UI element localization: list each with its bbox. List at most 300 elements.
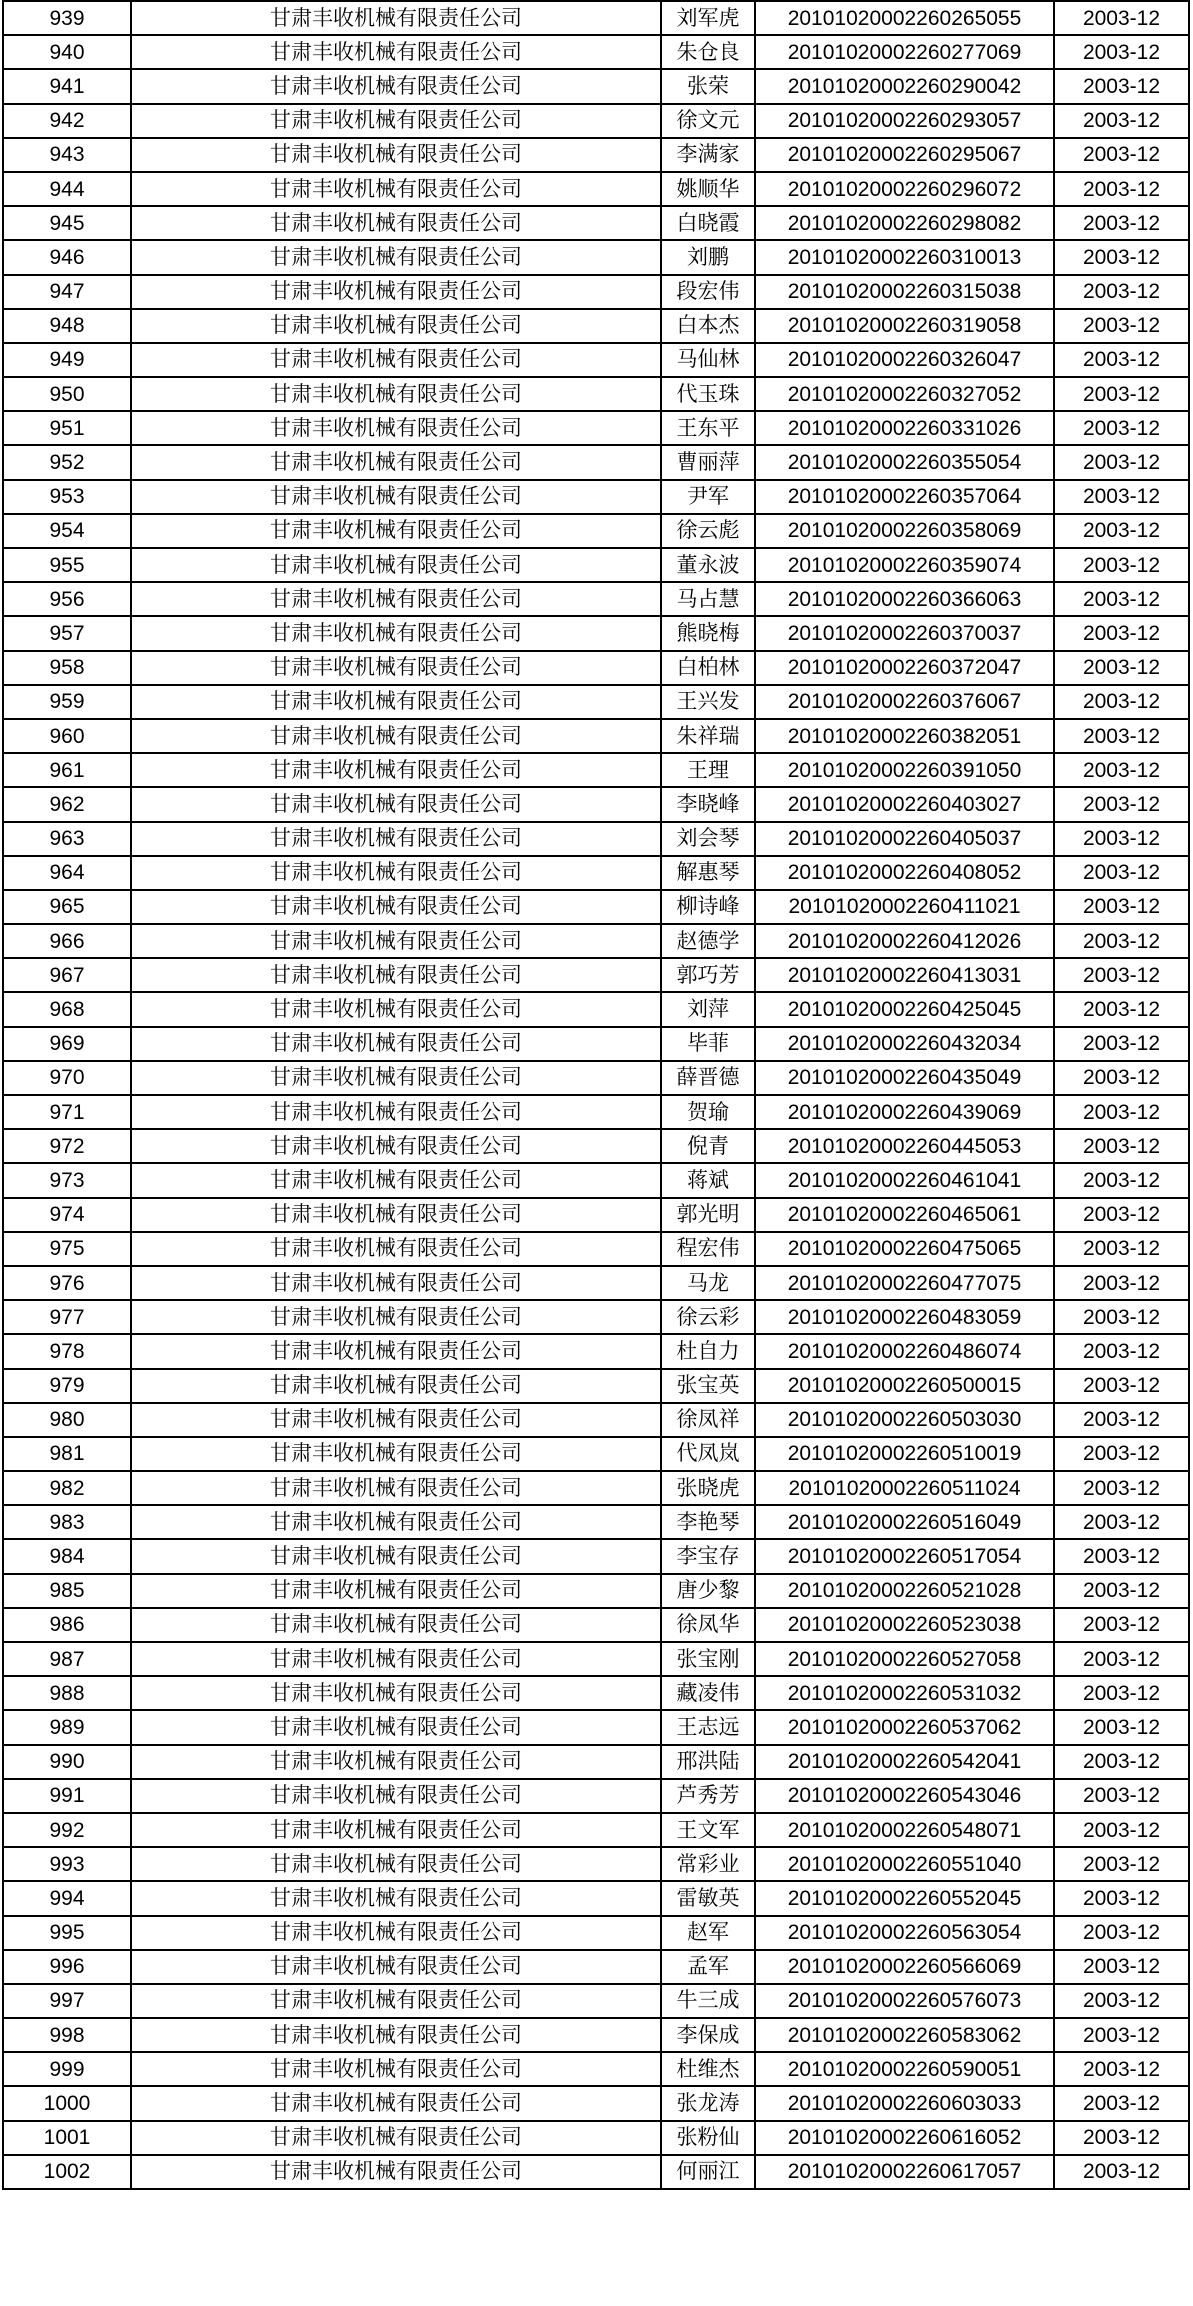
cell-id-number: 20101020002260432034 xyxy=(755,1027,1054,1061)
cell-id-number: 20101020002260486074 xyxy=(755,1334,1054,1368)
cell-company-name: 甘肃丰收机械有限责任公司 xyxy=(131,2018,661,2052)
cell-person-name: 藏凌伟 xyxy=(661,1676,755,1710)
table-row xyxy=(3,822,1189,856)
cell-date: 2003-12 xyxy=(1054,2121,1189,2155)
cell-company-name: 甘肃丰收机械有限责任公司 xyxy=(131,1163,661,1197)
table-row xyxy=(3,1369,1189,1403)
cell-company-name: 甘肃丰收机械有限责任公司 xyxy=(131,240,661,274)
cell-sequence-number: 958 xyxy=(3,651,131,685)
cell-company-name: 甘肃丰收机械有限责任公司 xyxy=(131,1642,661,1676)
cell-date: 2003-12 xyxy=(1054,548,1189,582)
cell-sequence-number: 976 xyxy=(3,1266,131,1300)
cell-id-number: 20101020002260465061 xyxy=(755,1198,1054,1232)
cell-date: 2003-12 xyxy=(1054,1163,1189,1197)
cell-date: 2003-12 xyxy=(1054,411,1189,445)
cell-date: 2003-12 xyxy=(1054,1266,1189,1300)
cell-person-name: 刘会琴 xyxy=(661,822,755,856)
cell-id-number: 20101020002260326047 xyxy=(755,343,1054,377)
cell-sequence-number: 982 xyxy=(3,1471,131,1505)
cell-id-number: 20101020002260331026 xyxy=(755,411,1054,445)
cell-id-number: 20101020002260391050 xyxy=(755,753,1054,787)
cell-person-name: 孟军 xyxy=(661,1950,755,1984)
cell-date: 2003-12 xyxy=(1054,1403,1189,1437)
roster-table-body xyxy=(3,1,1189,2189)
cell-sequence-number: 1001 xyxy=(3,2121,131,2155)
cell-person-name: 马龙 xyxy=(661,1266,755,1300)
table-row xyxy=(3,1676,1189,1710)
cell-person-name: 马仙林 xyxy=(661,343,755,377)
cell-date: 2003-12 xyxy=(1054,1369,1189,1403)
cell-person-name: 雷敏英 xyxy=(661,1881,755,1915)
table-row xyxy=(3,856,1189,890)
table-row xyxy=(3,1505,1189,1539)
cell-company-name: 甘肃丰收机械有限责任公司 xyxy=(131,1676,661,1710)
cell-date: 2003-12 xyxy=(1054,958,1189,992)
cell-date: 2003-12 xyxy=(1054,1095,1189,1129)
cell-date: 2003-12 xyxy=(1054,480,1189,514)
cell-sequence-number: 945 xyxy=(3,206,131,240)
cell-id-number: 20101020002260503030 xyxy=(755,1403,1054,1437)
cell-company-name: 甘肃丰收机械有限责任公司 xyxy=(131,377,661,411)
cell-id-number: 20101020002260357064 xyxy=(755,480,1054,514)
cell-person-name: 徐凤祥 xyxy=(661,1403,755,1437)
cell-company-name: 甘肃丰收机械有限责任公司 xyxy=(131,924,661,958)
table-row xyxy=(3,787,1189,821)
cell-company-name: 甘肃丰收机械有限责任公司 xyxy=(131,1847,661,1881)
table-row xyxy=(3,1642,1189,1676)
cell-sequence-number: 949 xyxy=(3,343,131,377)
cell-sequence-number: 980 xyxy=(3,1403,131,1437)
table-row xyxy=(3,992,1189,1026)
cell-company-name: 甘肃丰收机械有限责任公司 xyxy=(131,2155,661,2189)
cell-company-name: 甘肃丰收机械有限责任公司 xyxy=(131,1608,661,1642)
cell-date: 2003-12 xyxy=(1054,1129,1189,1163)
table-row xyxy=(3,377,1189,411)
cell-id-number: 20101020002260425045 xyxy=(755,992,1054,1026)
cell-person-name: 刘萍 xyxy=(661,992,755,1026)
cell-sequence-number: 981 xyxy=(3,1437,131,1471)
cell-person-name: 王兴发 xyxy=(661,685,755,719)
cell-date: 2003-12 xyxy=(1054,1574,1189,1608)
cell-company-name: 甘肃丰收机械有限责任公司 xyxy=(131,1403,661,1437)
cell-company-name: 甘肃丰收机械有限责任公司 xyxy=(131,1745,661,1779)
cell-id-number: 20101020002260310013 xyxy=(755,240,1054,274)
cell-sequence-number: 986 xyxy=(3,1608,131,1642)
cell-id-number: 20101020002260439069 xyxy=(755,1095,1054,1129)
cell-person-name: 柳诗峰 xyxy=(661,890,755,924)
cell-id-number: 20101020002260583062 xyxy=(755,2018,1054,2052)
cell-sequence-number: 1000 xyxy=(3,2086,131,2120)
cell-date: 2003-12 xyxy=(1054,1710,1189,1744)
cell-person-name: 曹丽萍 xyxy=(661,445,755,479)
cell-date: 2003-12 xyxy=(1054,1847,1189,1881)
cell-sequence-number: 960 xyxy=(3,719,131,753)
table-row xyxy=(3,1061,1189,1095)
cell-company-name: 甘肃丰收机械有限责任公司 xyxy=(131,616,661,650)
cell-date: 2003-12 xyxy=(1054,1642,1189,1676)
cell-person-name: 徐云彩 xyxy=(661,1300,755,1334)
cell-company-name: 甘肃丰收机械有限责任公司 xyxy=(131,411,661,445)
cell-id-number: 20101020002260531032 xyxy=(755,1676,1054,1710)
cell-date: 2003-12 xyxy=(1054,2018,1189,2052)
cell-id-number: 20101020002260376067 xyxy=(755,685,1054,719)
cell-company-name: 甘肃丰收机械有限责任公司 xyxy=(131,69,661,103)
table-row xyxy=(3,924,1189,958)
cell-sequence-number: 984 xyxy=(3,1539,131,1573)
cell-id-number: 20101020002260521028 xyxy=(755,1574,1054,1608)
cell-id-number: 20101020002260315038 xyxy=(755,275,1054,309)
cell-company-name: 甘肃丰收机械有限责任公司 xyxy=(131,480,661,514)
cell-person-name: 段宏伟 xyxy=(661,275,755,309)
table-row xyxy=(3,1847,1189,1881)
cell-person-name: 赵军 xyxy=(661,1916,755,1950)
cell-date: 2003-12 xyxy=(1054,1027,1189,1061)
cell-person-name: 刘鹏 xyxy=(661,240,755,274)
cell-company-name: 甘肃丰收机械有限责任公司 xyxy=(131,753,661,787)
cell-sequence-number: 979 xyxy=(3,1369,131,1403)
cell-date: 2003-12 xyxy=(1054,924,1189,958)
table-row xyxy=(3,1950,1189,1984)
table-row xyxy=(3,1403,1189,1437)
cell-company-name: 甘肃丰收机械有限责任公司 xyxy=(131,1300,661,1334)
cell-date: 2003-12 xyxy=(1054,1676,1189,1710)
cell-date: 2003-12 xyxy=(1054,685,1189,719)
cell-date: 2003-12 xyxy=(1054,890,1189,924)
table-row xyxy=(3,1,1189,35)
cell-company-name: 甘肃丰收机械有限责任公司 xyxy=(131,1266,661,1300)
table-row xyxy=(3,2052,1189,2086)
cell-company-name: 甘肃丰收机械有限责任公司 xyxy=(131,309,661,343)
cell-date: 2003-12 xyxy=(1054,206,1189,240)
cell-company-name: 甘肃丰收机械有限责任公司 xyxy=(131,1129,661,1163)
roster-sheet xyxy=(2,0,1188,2190)
cell-company-name: 甘肃丰收机械有限责任公司 xyxy=(131,2086,661,2120)
table-row xyxy=(3,309,1189,343)
cell-person-name: 郭光明 xyxy=(661,1198,755,1232)
cell-company-name: 甘肃丰收机械有限责任公司 xyxy=(131,1779,661,1813)
cell-sequence-number: 942 xyxy=(3,104,131,138)
table-row xyxy=(3,1539,1189,1573)
cell-person-name: 代凤岚 xyxy=(661,1437,755,1471)
cell-company-name: 甘肃丰收机械有限责任公司 xyxy=(131,548,661,582)
cell-sequence-number: 990 xyxy=(3,1745,131,1779)
cell-person-name: 徐文元 xyxy=(661,104,755,138)
cell-id-number: 20101020002260576073 xyxy=(755,1984,1054,2018)
cell-sequence-number: 996 xyxy=(3,1950,131,1984)
cell-sequence-number: 993 xyxy=(3,1847,131,1881)
table-row xyxy=(3,1881,1189,1915)
cell-date: 2003-12 xyxy=(1054,1505,1189,1539)
cell-date: 2003-12 xyxy=(1054,309,1189,343)
cell-sequence-number: 956 xyxy=(3,582,131,616)
cell-date: 2003-12 xyxy=(1054,1539,1189,1573)
table-row xyxy=(3,1334,1189,1368)
cell-person-name: 熊晓梅 xyxy=(661,616,755,650)
cell-person-name: 李满家 xyxy=(661,138,755,172)
cell-id-number: 20101020002260542041 xyxy=(755,1745,1054,1779)
cell-date: 2003-12 xyxy=(1054,240,1189,274)
table-row xyxy=(3,548,1189,582)
cell-person-name: 张粉仙 xyxy=(661,2121,755,2155)
cell-company-name: 甘肃丰收机械有限责任公司 xyxy=(131,275,661,309)
cell-sequence-number: 950 xyxy=(3,377,131,411)
cell-company-name: 甘肃丰收机械有限责任公司 xyxy=(131,1232,661,1266)
cell-company-name: 甘肃丰收机械有限责任公司 xyxy=(131,1471,661,1505)
cell-id-number: 20101020002260372047 xyxy=(755,651,1054,685)
cell-company-name: 甘肃丰收机械有限责任公司 xyxy=(131,787,661,821)
table-row xyxy=(3,1471,1189,1505)
cell-company-name: 甘肃丰收机械有限责任公司 xyxy=(131,685,661,719)
cell-person-name: 王志远 xyxy=(661,1710,755,1744)
cell-date: 2003-12 xyxy=(1054,1950,1189,1984)
table-row xyxy=(3,1745,1189,1779)
table-row xyxy=(3,1574,1189,1608)
cell-sequence-number: 962 xyxy=(3,787,131,821)
cell-id-number: 20101020002260277069 xyxy=(755,35,1054,69)
cell-sequence-number: 943 xyxy=(3,138,131,172)
cell-id-number: 20101020002260517054 xyxy=(755,1539,1054,1573)
cell-person-name: 张晓虎 xyxy=(661,1471,755,1505)
cell-company-name: 甘肃丰收机械有限责任公司 xyxy=(131,651,661,685)
cell-date: 2003-12 xyxy=(1054,1813,1189,1847)
cell-id-number: 20101020002260319058 xyxy=(755,309,1054,343)
cell-company-name: 甘肃丰收机械有限责任公司 xyxy=(131,1369,661,1403)
table-row xyxy=(3,480,1189,514)
cell-date: 2003-12 xyxy=(1054,1881,1189,1915)
cell-date: 2003-12 xyxy=(1054,445,1189,479)
cell-person-name: 倪青 xyxy=(661,1129,755,1163)
cell-sequence-number: 992 xyxy=(3,1813,131,1847)
cell-date: 2003-12 xyxy=(1054,2052,1189,2086)
cell-date: 2003-12 xyxy=(1054,1745,1189,1779)
cell-id-number: 20101020002260523038 xyxy=(755,1608,1054,1642)
cell-person-name: 白本杰 xyxy=(661,309,755,343)
cell-company-name: 甘肃丰收机械有限责任公司 xyxy=(131,582,661,616)
cell-person-name: 徐云彪 xyxy=(661,514,755,548)
cell-id-number: 20101020002260475065 xyxy=(755,1232,1054,1266)
cell-sequence-number: 973 xyxy=(3,1163,131,1197)
cell-company-name: 甘肃丰收机械有限责任公司 xyxy=(131,890,661,924)
table-row xyxy=(3,958,1189,992)
cell-id-number: 20101020002260435049 xyxy=(755,1061,1054,1095)
cell-date: 2003-12 xyxy=(1054,1608,1189,1642)
table-row xyxy=(3,582,1189,616)
cell-id-number: 20101020002260265055 xyxy=(755,1,1054,35)
cell-sequence-number: 963 xyxy=(3,822,131,856)
cell-person-name: 王文军 xyxy=(661,1813,755,1847)
cell-company-name: 甘肃丰收机械有限责任公司 xyxy=(131,172,661,206)
cell-company-name: 甘肃丰收机械有限责任公司 xyxy=(131,1984,661,2018)
cell-sequence-number: 961 xyxy=(3,753,131,787)
cell-sequence-number: 998 xyxy=(3,2018,131,2052)
cell-company-name: 甘肃丰收机械有限责任公司 xyxy=(131,856,661,890)
cell-id-number: 20101020002260548071 xyxy=(755,1813,1054,1847)
cell-company-name: 甘肃丰收机械有限责任公司 xyxy=(131,138,661,172)
cell-id-number: 20101020002260516049 xyxy=(755,1505,1054,1539)
cell-company-name: 甘肃丰收机械有限责任公司 xyxy=(131,992,661,1026)
cell-id-number: 20101020002260511024 xyxy=(755,1471,1054,1505)
cell-date: 2003-12 xyxy=(1054,2155,1189,2189)
cell-id-number: 20101020002260293057 xyxy=(755,104,1054,138)
table-row xyxy=(3,1266,1189,1300)
table-row xyxy=(3,1779,1189,1813)
cell-company-name: 甘肃丰收机械有限责任公司 xyxy=(131,1916,661,1950)
cell-sequence-number: 941 xyxy=(3,69,131,103)
cell-person-name: 代玉珠 xyxy=(661,377,755,411)
cell-date: 2003-12 xyxy=(1054,856,1189,890)
table-row xyxy=(3,719,1189,753)
table-row xyxy=(3,1163,1189,1197)
cell-id-number: 20101020002260359074 xyxy=(755,548,1054,582)
cell-person-name: 李艳琴 xyxy=(661,1505,755,1539)
cell-sequence-number: 999 xyxy=(3,2052,131,2086)
table-row xyxy=(3,35,1189,69)
cell-sequence-number: 940 xyxy=(3,35,131,69)
cell-person-name: 解惠琴 xyxy=(661,856,755,890)
cell-person-name: 朱祥瑞 xyxy=(661,719,755,753)
cell-id-number: 20101020002260355054 xyxy=(755,445,1054,479)
cell-person-name: 朱仓良 xyxy=(661,35,755,69)
cell-id-number: 20101020002260412026 xyxy=(755,924,1054,958)
cell-sequence-number: 966 xyxy=(3,924,131,958)
cell-sequence-number: 948 xyxy=(3,309,131,343)
table-row xyxy=(3,343,1189,377)
table-row xyxy=(3,275,1189,309)
cell-person-name: 李宝存 xyxy=(661,1539,755,1573)
table-row xyxy=(3,2121,1189,2155)
cell-sequence-number: 944 xyxy=(3,172,131,206)
cell-person-name: 刘军虎 xyxy=(661,1,755,35)
cell-id-number: 20101020002260510019 xyxy=(755,1437,1054,1471)
cell-date: 2003-12 xyxy=(1054,514,1189,548)
table-row xyxy=(3,651,1189,685)
cell-company-name: 甘肃丰收机械有限责任公司 xyxy=(131,1027,661,1061)
table-row xyxy=(3,172,1189,206)
table-row xyxy=(3,890,1189,924)
cell-id-number: 20101020002260403027 xyxy=(755,787,1054,821)
cell-date: 2003-12 xyxy=(1054,992,1189,1026)
cell-company-name: 甘肃丰收机械有限责任公司 xyxy=(131,514,661,548)
cell-date: 2003-12 xyxy=(1054,172,1189,206)
cell-company-name: 甘肃丰收机械有限责任公司 xyxy=(131,1710,661,1744)
cell-person-name: 马占慧 xyxy=(661,582,755,616)
cell-company-name: 甘肃丰收机械有限责任公司 xyxy=(131,445,661,479)
table-row xyxy=(3,240,1189,274)
cell-id-number: 20101020002260445053 xyxy=(755,1129,1054,1163)
cell-company-name: 甘肃丰收机械有限责任公司 xyxy=(131,104,661,138)
cell-sequence-number: 955 xyxy=(3,548,131,582)
cell-id-number: 20101020002260590051 xyxy=(755,2052,1054,2086)
cell-date: 2003-12 xyxy=(1054,582,1189,616)
cell-person-name: 郭巧芳 xyxy=(661,958,755,992)
cell-sequence-number: 971 xyxy=(3,1095,131,1129)
table-row xyxy=(3,1710,1189,1744)
cell-id-number: 20101020002260408052 xyxy=(755,856,1054,890)
cell-id-number: 20101020002260382051 xyxy=(755,719,1054,753)
cell-company-name: 甘肃丰收机械有限责任公司 xyxy=(131,1061,661,1095)
cell-person-name: 李晓峰 xyxy=(661,787,755,821)
cell-sequence-number: 978 xyxy=(3,1334,131,1368)
cell-person-name: 白晓霞 xyxy=(661,206,755,240)
cell-sequence-number: 970 xyxy=(3,1061,131,1095)
cell-id-number: 20101020002260358069 xyxy=(755,514,1054,548)
cell-id-number: 20101020002260566069 xyxy=(755,1950,1054,1984)
table-row xyxy=(3,2018,1189,2052)
cell-date: 2003-12 xyxy=(1054,377,1189,411)
cell-id-number: 20101020002260411021 xyxy=(755,890,1054,924)
cell-date: 2003-12 xyxy=(1054,1,1189,35)
cell-sequence-number: 987 xyxy=(3,1642,131,1676)
cell-person-name: 常彩业 xyxy=(661,1847,755,1881)
cell-id-number: 20101020002260290042 xyxy=(755,69,1054,103)
table-row xyxy=(3,206,1189,240)
cell-id-number: 20101020002260527058 xyxy=(755,1642,1054,1676)
cell-sequence-number: 972 xyxy=(3,1129,131,1163)
cell-id-number: 20101020002260298082 xyxy=(755,206,1054,240)
cell-company-name: 甘肃丰收机械有限责任公司 xyxy=(131,1,661,35)
cell-sequence-number: 985 xyxy=(3,1574,131,1608)
cell-id-number: 20101020002260296072 xyxy=(755,172,1054,206)
table-row xyxy=(3,685,1189,719)
cell-date: 2003-12 xyxy=(1054,1984,1189,2018)
table-row xyxy=(3,1437,1189,1471)
cell-person-name: 董永波 xyxy=(661,548,755,582)
cell-sequence-number: 951 xyxy=(3,411,131,445)
cell-date: 2003-12 xyxy=(1054,2086,1189,2120)
cell-sequence-number: 1002 xyxy=(3,2155,131,2189)
cell-company-name: 甘肃丰收机械有限责任公司 xyxy=(131,2121,661,2155)
table-row xyxy=(3,2155,1189,2189)
cell-person-name: 张龙涛 xyxy=(661,2086,755,2120)
table-row xyxy=(3,1984,1189,2018)
cell-id-number: 20101020002260616052 xyxy=(755,2121,1054,2155)
cell-sequence-number: 946 xyxy=(3,240,131,274)
cell-id-number: 20101020002260461041 xyxy=(755,1163,1054,1197)
cell-person-name: 杜维杰 xyxy=(661,2052,755,2086)
roster-table xyxy=(2,0,1190,2190)
cell-person-name: 张荣 xyxy=(661,69,755,103)
cell-sequence-number: 983 xyxy=(3,1505,131,1539)
cell-date: 2003-12 xyxy=(1054,69,1189,103)
cell-company-name: 甘肃丰收机械有限责任公司 xyxy=(131,822,661,856)
cell-id-number: 20101020002260563054 xyxy=(755,1916,1054,1950)
cell-company-name: 甘肃丰收机械有限责任公司 xyxy=(131,343,661,377)
cell-sequence-number: 994 xyxy=(3,1881,131,1915)
cell-id-number: 20101020002260483059 xyxy=(755,1300,1054,1334)
cell-company-name: 甘肃丰收机械有限责任公司 xyxy=(131,1334,661,1368)
cell-sequence-number: 995 xyxy=(3,1916,131,1950)
cell-date: 2003-12 xyxy=(1054,1232,1189,1266)
table-row xyxy=(3,1232,1189,1266)
cell-sequence-number: 939 xyxy=(3,1,131,35)
cell-sequence-number: 997 xyxy=(3,1984,131,2018)
cell-person-name: 杜自力 xyxy=(661,1334,755,1368)
cell-person-name: 牛三成 xyxy=(661,1984,755,2018)
cell-date: 2003-12 xyxy=(1054,343,1189,377)
cell-sequence-number: 991 xyxy=(3,1779,131,1813)
table-row xyxy=(3,138,1189,172)
table-row xyxy=(3,1129,1189,1163)
cell-company-name: 甘肃丰收机械有限责任公司 xyxy=(131,1950,661,1984)
cell-date: 2003-12 xyxy=(1054,753,1189,787)
cell-date: 2003-12 xyxy=(1054,1471,1189,1505)
cell-id-number: 20101020002260543046 xyxy=(755,1779,1054,1813)
cell-company-name: 甘肃丰收机械有限责任公司 xyxy=(131,1198,661,1232)
cell-sequence-number: 975 xyxy=(3,1232,131,1266)
cell-sequence-number: 953 xyxy=(3,480,131,514)
cell-person-name: 李保成 xyxy=(661,2018,755,2052)
cell-person-name: 程宏伟 xyxy=(661,1232,755,1266)
